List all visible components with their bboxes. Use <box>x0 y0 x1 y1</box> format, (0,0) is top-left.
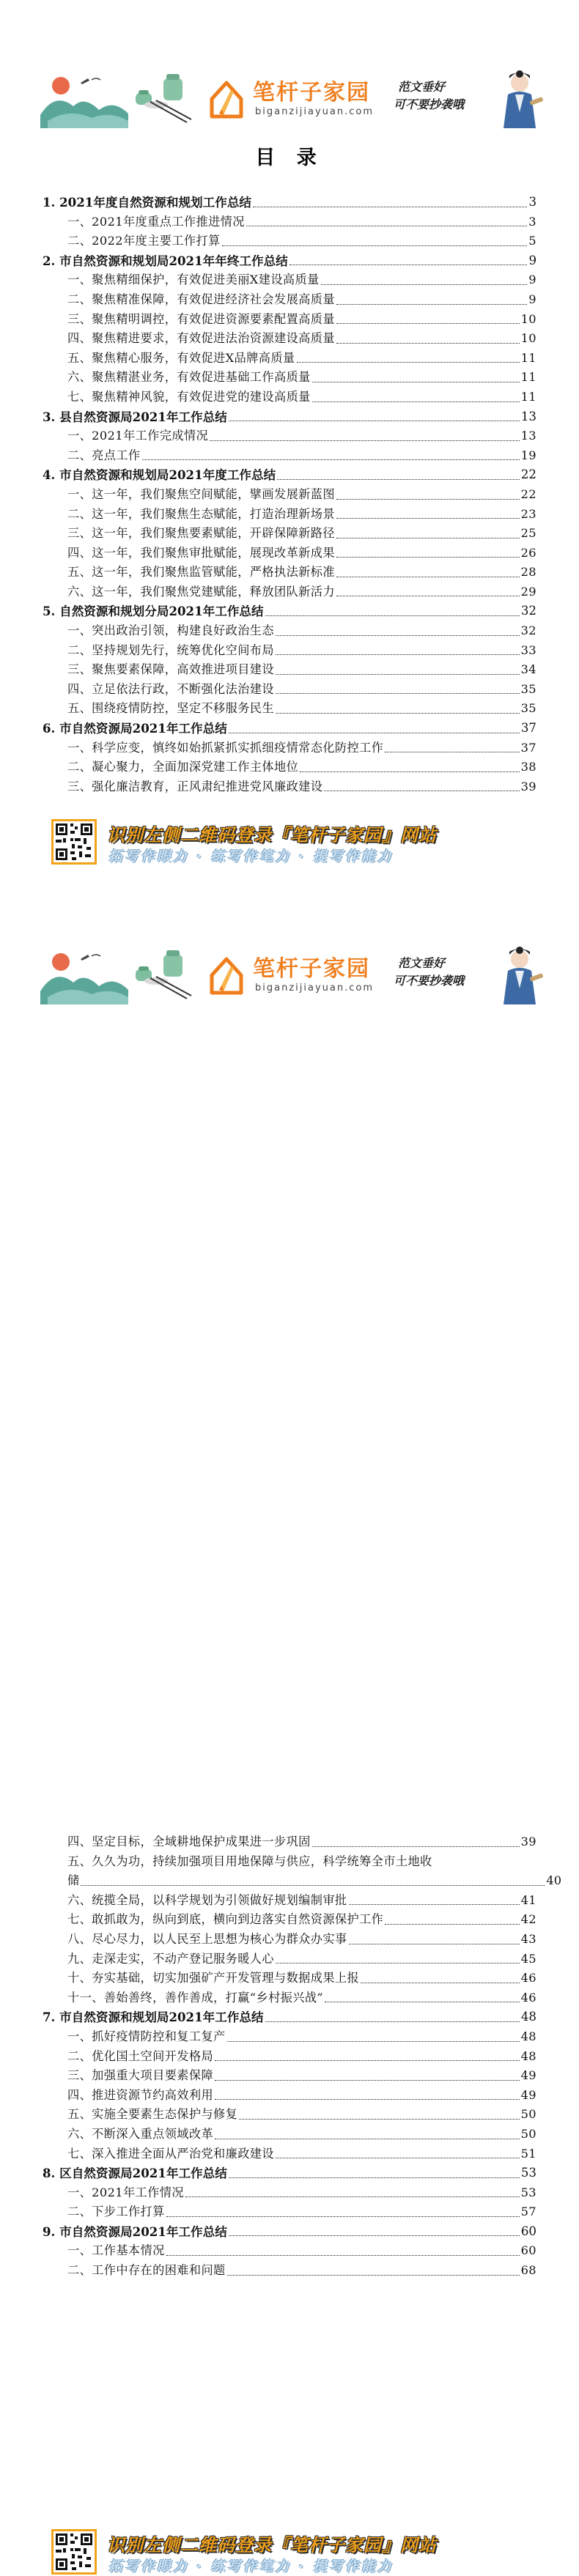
toc-page-number: 40 <box>546 1873 561 1888</box>
toc-entry-title: 一、突出政治引领，构建良好政治生态 <box>67 623 274 638</box>
toc-entry-title: 四、聚焦精进要求，有效促进法治资源建设高质量 <box>67 331 335 346</box>
toc-leader-dots <box>336 343 520 344</box>
toc-entry-title: 六、统揽全局，以科学规划为引领做好规划编制审批 <box>67 1892 347 1907</box>
toc-page-number: 3 <box>528 195 536 209</box>
toc-leader-dots <box>276 635 520 636</box>
toc-page-number: 46 <box>520 1971 536 1985</box>
document-page-1 <box>0 0 579 876</box>
toc-section-entry[interactable] <box>43 2164 536 2183</box>
toc-entry-title: 4. 市自然资源和规划局2021年度工作总结 <box>43 467 276 483</box>
slogan-line-2: 可不要抄袭哦 <box>394 97 465 111</box>
toc-leader-dots <box>276 713 520 714</box>
toc-subsection-entry[interactable] <box>43 485 536 505</box>
toc-page-number: 39 <box>520 1835 536 1848</box>
toc-page-number: 41 <box>520 1892 536 1907</box>
toc-subsection-entry[interactable] <box>43 777 536 797</box>
toc-page-number: 13 <box>520 409 536 423</box>
toc-entry-title: 六、聚焦精湛业务，有效促进基础工作高质量 <box>67 370 311 385</box>
toc-section-entry[interactable] <box>43 465 536 485</box>
toc-subsection-entry[interactable] <box>43 426 536 446</box>
toc-entry-title: 一、2021年工作完成情况 <box>67 429 209 443</box>
toc-subsection-entry[interactable] <box>43 582 536 602</box>
slogan-line-1: 范文垂好 <box>398 80 446 94</box>
toc-entry-title: 二、聚焦精准保障，有效促进经济社会发展高质量 <box>67 292 335 306</box>
toc-entry-title: 五、久久为功，持续加强项目用地保障与供应，科学统筹全市土地收 <box>67 1854 432 1868</box>
toc-list-page-1 <box>43 193 536 796</box>
toc-entry-title: 七、深入推进全面从严治党和廉政建设 <box>67 2146 274 2161</box>
toc-entry-title: 三、聚焦要素保障，高效推进项目建设 <box>67 662 274 677</box>
toc-entry-title: 二、这一年，我们聚焦生态赋能，打造治理新场景 <box>67 506 335 521</box>
toc-page-number: 34 <box>520 662 536 677</box>
toc-section-entry[interactable] <box>43 602 536 621</box>
toc-page-number: 22 <box>520 486 536 501</box>
toc-leader-dots <box>336 323 520 324</box>
toc-subsection-entry[interactable] <box>43 544 536 563</box>
toc-entry-title: 一、2021年度重点工作推进情况 <box>67 214 245 229</box>
toc-subsection-entry[interactable] <box>43 1910 536 1930</box>
toc-entry-title: 七、敢抓敢为，纵向到底，横向到边落实自然资源保护工作 <box>67 1912 384 1927</box>
toc-subsection-entry[interactable] <box>43 2261 536 2281</box>
toc-page-number: 13 <box>520 429 536 443</box>
document-page-2 <box>0 876 579 2575</box>
toc-page-number: 32 <box>520 604 536 618</box>
toc-subsection-entry[interactable] <box>43 2105 536 2125</box>
toc-page-number: 19 <box>520 448 536 462</box>
toc-page-number: 37 <box>520 721 536 736</box>
toc-page-number: 10 <box>520 311 536 326</box>
toc-leader-dots <box>215 2099 520 2100</box>
toc-page-number: 57 <box>520 2205 536 2219</box>
toc-entry-title: 9. 市自然资源局2021年工作总结 <box>43 2224 227 2239</box>
toc-subsection-entry[interactable] <box>43 2202 536 2222</box>
toc-subsection-entry[interactable] <box>43 368 536 388</box>
toc-leader-dots <box>265 2021 520 2022</box>
toc-entry-title: 十一、善始善终，善作善成，打赢“乡村振兴战” <box>67 1990 324 2005</box>
toc-page-number: 48 <box>520 2048 536 2063</box>
toc-entry-title: 二、下步工作打算 <box>67 2205 165 2219</box>
toc-entry-title: 6. 市自然资源局2021年工作总结 <box>43 721 227 736</box>
toc-entry-title: 二、坚持规划先行，统筹优化空间布局 <box>67 643 274 657</box>
toc-page-number: 22 <box>520 467 536 482</box>
toc-subsection-entry[interactable] <box>43 329 536 349</box>
toc-leader-dots <box>385 1924 519 1925</box>
toc-subsection-entry[interactable] <box>43 446 536 466</box>
toc-subsection-entry[interactable] <box>43 1930 536 1950</box>
toc-subsection-entry[interactable] <box>43 1969 536 1988</box>
toc-subsection-entry[interactable] <box>43 1832 536 1852</box>
toc-entry-title: 六、这一年，我们聚焦党建赋能，释放团队新活力 <box>67 584 335 599</box>
toc-subsection-entry[interactable] <box>43 505 536 525</box>
promo-footer <box>51 2529 528 2576</box>
toc-subsection-entry[interactable] <box>43 739 536 758</box>
toc-entry-title: 三、这一年，我们聚焦要素赋能，开辟保障新路径 <box>67 526 335 541</box>
toc-page-number: 35 <box>520 701 536 716</box>
toc-subsection-entry[interactable] <box>43 621 536 641</box>
toc-page-number: 49 <box>520 2068 536 2083</box>
toc-leader-dots <box>142 459 520 460</box>
toc-leader-dots <box>81 1885 545 1886</box>
toc-entry-title: 六、不断深入重点领域改革 <box>67 2126 214 2141</box>
toc-entry-title: 一、2021年工作情况 <box>67 2185 184 2199</box>
toc-page-number: 48 <box>520 2010 536 2024</box>
toc-subsection-entry[interactable] <box>43 563 536 582</box>
toc-subsection-entry[interactable] <box>43 388 536 407</box>
toc-leader-dots <box>297 362 520 363</box>
toc-leader-dots <box>215 2080 520 2081</box>
toc-entry-title: 四、这一年，我们聚焦审批赋能，展现改革新成果 <box>67 545 335 560</box>
toc-entry-title: 七、聚焦精神风貌，有效促进党的建设高质量 <box>67 389 311 404</box>
promo-footer <box>51 819 528 866</box>
slogan-line-1: 范文垂好 <box>398 956 446 970</box>
toc-page-number: 26 <box>520 545 536 560</box>
toc-entry-title: 3. 县自然资源局2021年工作总结 <box>43 409 227 424</box>
toc-subsection-entry[interactable] <box>43 212 536 232</box>
toc-entry-title: 四、坚定目标，全域耕地保护成果进一步巩固 <box>67 1835 311 1848</box>
toc-subsection-entry[interactable] <box>43 232 536 251</box>
toc-entry-title: 九、走深走实，不动产登记服务暖人心 <box>67 1951 274 1966</box>
toc-leader-dots <box>312 1846 520 1847</box>
brand-domain: biganzijiayuan.com <box>255 982 374 993</box>
toc-entry-title: 一、工作基本情况 <box>67 2243 165 2258</box>
toc-leader-dots <box>215 2060 520 2061</box>
toc-entry-title: 一、科学应变，慎终如始抓紧抓实抓细疫情常态化防控工作 <box>67 740 384 755</box>
toc-page-number: 39 <box>520 779 536 793</box>
toc-subsection-entry[interactable] <box>43 2027 536 2047</box>
toc-leader-dots <box>239 2119 519 2120</box>
brand-domain: biganzijiayuan.com <box>255 106 374 117</box>
toc-page-number: 60 <box>520 2224 536 2238</box>
toc-page-number: 9 <box>528 273 536 287</box>
toc-entry-title: 四、立足依法行政，不断强化法治建设 <box>67 681 274 696</box>
toc-leader-dots <box>349 1904 520 1905</box>
toc-entry-title: 二、优化国土空间开发格局 <box>67 2048 214 2063</box>
toc-leader-dots <box>336 557 520 558</box>
toc-page-number: 11 <box>520 350 536 365</box>
qr-code-icon[interactable] <box>51 2529 97 2575</box>
toc-page-number: 33 <box>520 643 536 657</box>
toc-page-number: 9 <box>528 253 536 267</box>
toc-subsection-entry[interactable] <box>43 1891 536 1911</box>
toc-leader-dots <box>265 615 520 616</box>
toc-subsection-entry[interactable] <box>43 2241 536 2261</box>
slogan <box>394 78 465 114</box>
toc-leader-dots <box>227 2275 520 2276</box>
toc-leader-dots <box>166 2216 520 2217</box>
toc-leader-dots <box>227 2041 520 2042</box>
toc-entry-title: 五、实施全要素生态保护与修复 <box>67 2107 238 2122</box>
toc-page-number: 35 <box>520 681 536 696</box>
toc-page-number: 45 <box>520 1951 536 1966</box>
toc-section-entry[interactable] <box>43 193 536 212</box>
toc-leader-dots <box>300 771 519 772</box>
toc-leader-dots <box>321 284 528 285</box>
toc-page-number: 9 <box>528 292 536 306</box>
toc-leader-dots <box>312 401 520 402</box>
brand-name: 笔杆子家园 <box>253 956 370 982</box>
toc-section-entry[interactable] <box>43 2007 536 2027</box>
toc-page-number: 10 <box>520 331 536 346</box>
brand-name: 笔杆子家园 <box>253 80 370 106</box>
toc-entry-title: 2. 市自然资源和规划局2021年年终工作总结 <box>43 253 288 268</box>
toc-leader-dots <box>210 440 520 441</box>
toc-leader-dots <box>277 479 520 480</box>
toc-entry-title: 三、加强重大项目要素保障 <box>67 2068 214 2083</box>
scholar-illustration <box>493 946 546 1004</box>
toc-section-entry[interactable] <box>43 2222 536 2242</box>
toc-page-number: 29 <box>520 584 536 599</box>
toc-leader-dots <box>229 2177 520 2178</box>
toc-entry-title: 五、围绕疫情防控，坚定不移服务民生 <box>67 701 274 716</box>
toc-entry-title: 一、这一年，我们聚焦空间赋能，擘画发展新蓝图 <box>67 486 335 501</box>
toc-page-number: 60 <box>520 2243 536 2258</box>
toc-entry-title: 一、抓好疫情防控和复工复产 <box>67 2029 226 2043</box>
toc-subsection-entry[interactable] <box>43 1950 536 1969</box>
toc-leader-dots <box>290 264 528 265</box>
toc-subsection-entry[interactable] <box>43 2183 536 2203</box>
toc-entry-title: 三、强化廉洁教育，正风肃纪推进党风廉政建设 <box>67 779 323 793</box>
toc-entry-title: 十、夯实基础，切实加强矿产开发管理与数据成果上报 <box>67 1971 360 1985</box>
toc-subsection-entry[interactable] <box>43 699 536 719</box>
slogan <box>394 955 465 990</box>
toc-entry-title: 五、这一年，我们聚焦监管赋能，严格执法新标准 <box>67 565 335 580</box>
toc-subsection-entry[interactable] <box>43 1852 561 1891</box>
toc-page-number: 11 <box>520 370 536 385</box>
header-banner <box>40 946 546 1004</box>
toc-entry-title: 四、推进资源节约高效利用 <box>67 2087 214 2102</box>
toc-page-number: 53 <box>520 2166 536 2180</box>
toc-page-number: 3 <box>528 214 536 229</box>
toc-leader-dots <box>336 499 520 500</box>
toc-page-number: 32 <box>520 623 536 638</box>
toc-page-number: 46 <box>520 1990 536 2005</box>
toc-page-number: 28 <box>520 565 536 580</box>
toc-page-number: 23 <box>520 506 536 521</box>
toc-entry-title-continued: 储 <box>67 1873 80 1888</box>
toc-subsection-entry[interactable] <box>43 2066 536 2086</box>
toc-leader-dots <box>336 304 527 305</box>
toc-page-number: 49 <box>520 2087 536 2102</box>
toc-entry-title: 二、凝心聚力，全面加深党建工作主体地位 <box>67 760 299 774</box>
toc-page-number: 11 <box>520 389 536 404</box>
toc-page-number: 53 <box>520 2185 536 2199</box>
toc-leader-dots <box>185 2196 520 2197</box>
toc-page-number: 5 <box>528 234 536 248</box>
toc-subsection-entry[interactable] <box>43 310 536 330</box>
toc-entry-title: 三、聚焦精明调控，有效促进资源要素配置高质量 <box>67 311 335 326</box>
toc-subsection-entry[interactable] <box>43 2086 536 2106</box>
toc-subsection-entry[interactable] <box>43 2047 536 2067</box>
toc-subsection-entry[interactable] <box>43 1988 536 2008</box>
toc-page-number: 51 <box>520 2146 536 2161</box>
toc-leader-dots <box>222 245 528 246</box>
toc-section-entry[interactable] <box>43 407 536 427</box>
slogan-line-2: 可不要抄袭哦 <box>394 974 465 988</box>
toc-page-number: 68 <box>520 2263 536 2278</box>
toc-subsection-entry[interactable] <box>43 660 536 680</box>
landscape-illustration <box>40 946 194 1004</box>
toc-leader-dots <box>229 2235 520 2236</box>
toc-subsection-entry[interactable] <box>43 641 536 661</box>
brand-logo-icon <box>203 953 247 997</box>
toc-entry-title: 二、2022年度主要工作打算 <box>67 234 221 248</box>
toc-page-number: 50 <box>520 2126 536 2141</box>
toc-leader-dots <box>276 1963 520 1964</box>
toc-page-number: 48 <box>520 2029 536 2043</box>
toc-subsection-entry[interactable] <box>43 680 536 700</box>
toc-entry-title: 7. 市自然资源和规划局2021年工作总结 <box>43 2010 264 2025</box>
toc-subsection-entry[interactable] <box>43 524 536 544</box>
toc-subsection-entry[interactable] <box>43 270 536 290</box>
landscape-illustration <box>40 70 194 128</box>
brand-logo-icon <box>203 77 247 121</box>
toc-page-number: 42 <box>520 1912 536 1927</box>
toc-leader-dots <box>336 518 520 519</box>
qr-code-icon[interactable] <box>51 819 97 865</box>
toc-list-page-2 <box>43 1832 561 2281</box>
toc-entry-title: 5. 自然资源和规划分局2021年工作总结 <box>43 604 264 619</box>
toc-page-number: 38 <box>520 760 536 774</box>
promo-tagline: 拓写作眼力 · 练写作笔力 · 提写作能力 <box>108 848 394 865</box>
scholar-illustration <box>493 70 546 128</box>
toc-entry-title: 八、尽心尽力，以人民至上思想为核心为群众办实事 <box>67 1931 347 1946</box>
promo-headline: 识别左侧二维码登录『笔杆子家园』网站 <box>107 2535 437 2555</box>
toc-subsection-entry[interactable] <box>43 349 536 369</box>
toc-page-number: 43 <box>520 1931 536 1946</box>
toc-section-entry[interactable] <box>43 719 536 739</box>
toc-subsection-entry[interactable] <box>43 2125 536 2144</box>
toc-page-number: 37 <box>520 740 536 755</box>
toc-subsection-entry[interactable] <box>43 2144 536 2164</box>
promo-headline: 识别左侧二维码登录『笔杆子家园』网站 <box>107 825 437 845</box>
toc-leader-dots <box>276 674 520 675</box>
toc-section-entry[interactable] <box>43 251 536 271</box>
toc-entry-title: 8. 区自然资源局2021年工作总结 <box>43 2166 227 2181</box>
toc-page-number: 50 <box>520 2107 536 2122</box>
toc-entry-title: 二、亮点工作 <box>67 448 141 462</box>
toc-leader-dots <box>166 2255 520 2256</box>
header-banner <box>40 70 546 128</box>
toc-page-number: 25 <box>520 526 536 541</box>
toc-leader-dots <box>276 654 520 655</box>
toc-leader-dots <box>276 693 520 694</box>
toc-title: 目 录 <box>255 147 324 169</box>
toc-entry-title: 二、工作中存在的困难和问题 <box>67 2263 226 2278</box>
toc-subsection-entry[interactable] <box>43 758 536 777</box>
toc-entry-title: 一、聚焦精细保护，有效促进美丽X建设高质量 <box>67 273 320 287</box>
toc-subsection-entry[interactable] <box>43 290 536 310</box>
promo-tagline: 拓写作眼力 · 练写作笔力 · 提写作能力 <box>108 2558 394 2575</box>
toc-entry-title: 五、聚焦精心服务，有效促进X品牌高质量 <box>67 350 295 365</box>
toc-entry-title: 1. 2021年度自然资源和规划工作总结 <box>43 195 252 210</box>
